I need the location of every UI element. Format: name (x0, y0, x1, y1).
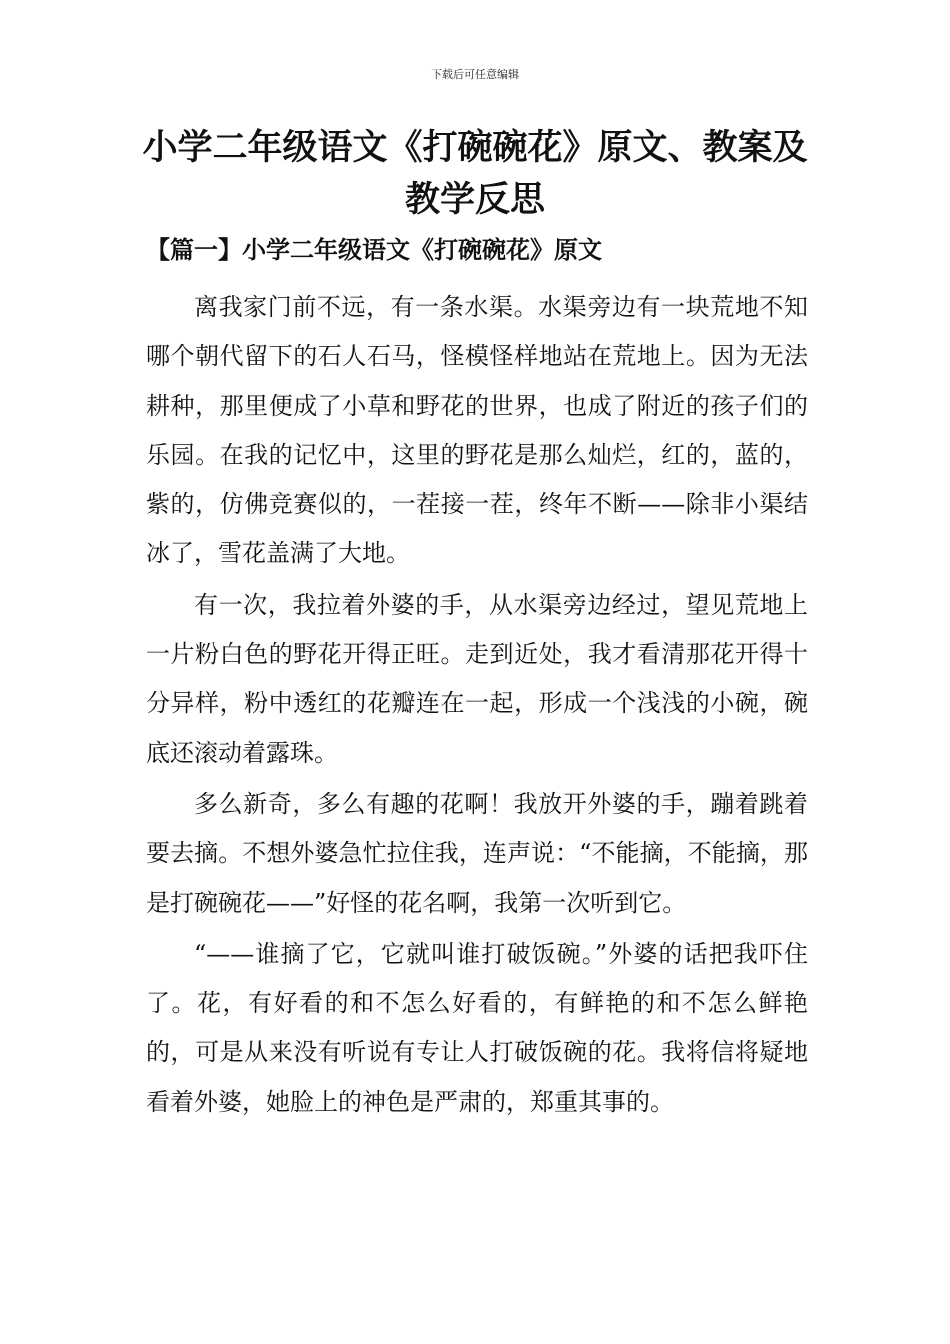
section-heading: 【篇一】小学二年级语文《打碗碗花》原文 (146, 235, 602, 264)
article-body (146, 283, 808, 1129)
paragraph: 离我家门前不远，有一条水渠。水渠旁边有一块荒地不知哪个朝代留下的石人石马，怪模怪样地站在荒地上。因为无法耕种，那里便成了小草和野花的世界，也成了附近的孩子们的乐园。在我的记忆中，这里的野花是那么灿烂，红的，蓝的，紫的，仿佛竞赛似的，一茬接一茬，终年不断——除非小渠结冰了，雪花盖满了大地。 (146, 293, 808, 568)
paragraph: “——谁摘了它，它就叫谁打破饭碗。”外婆的话把我吓住了。花，有好看的和不怎么好看的，有鲜艳的和不怎么鲜艳的，可是从来没有听说有专让人打破饭碗的花。我将信将疑地看着外婆，她脸上的神色是严肃的，郑重其事的。 (146, 939, 808, 1116)
header-note: 下载后可任意编辑 (431, 68, 519, 81)
paragraph: 有一次，我拉着外婆的手，从水渠旁边经过，望见荒地上一片粉白色的野花开得正旺。走到近处，我才看清那花开得十分异样，粉中透红的花瓣连在一起，形成一个浅浅的小碗，碗底还滚动着露珠。 (146, 590, 808, 767)
document-title: 小学二年级语文《打碗碗花》原文、教案及教学反思 (142, 128, 808, 220)
paragraph: 多么新奇，多么有趣的花啊！我放开外婆的手，蹦着跳着要去摘。不想外婆急忙拉住我，连声说：“不能摘，不能摘，那是打碗碗花——”好怪的花名啊，我第一次听到它。 (146, 789, 808, 917)
